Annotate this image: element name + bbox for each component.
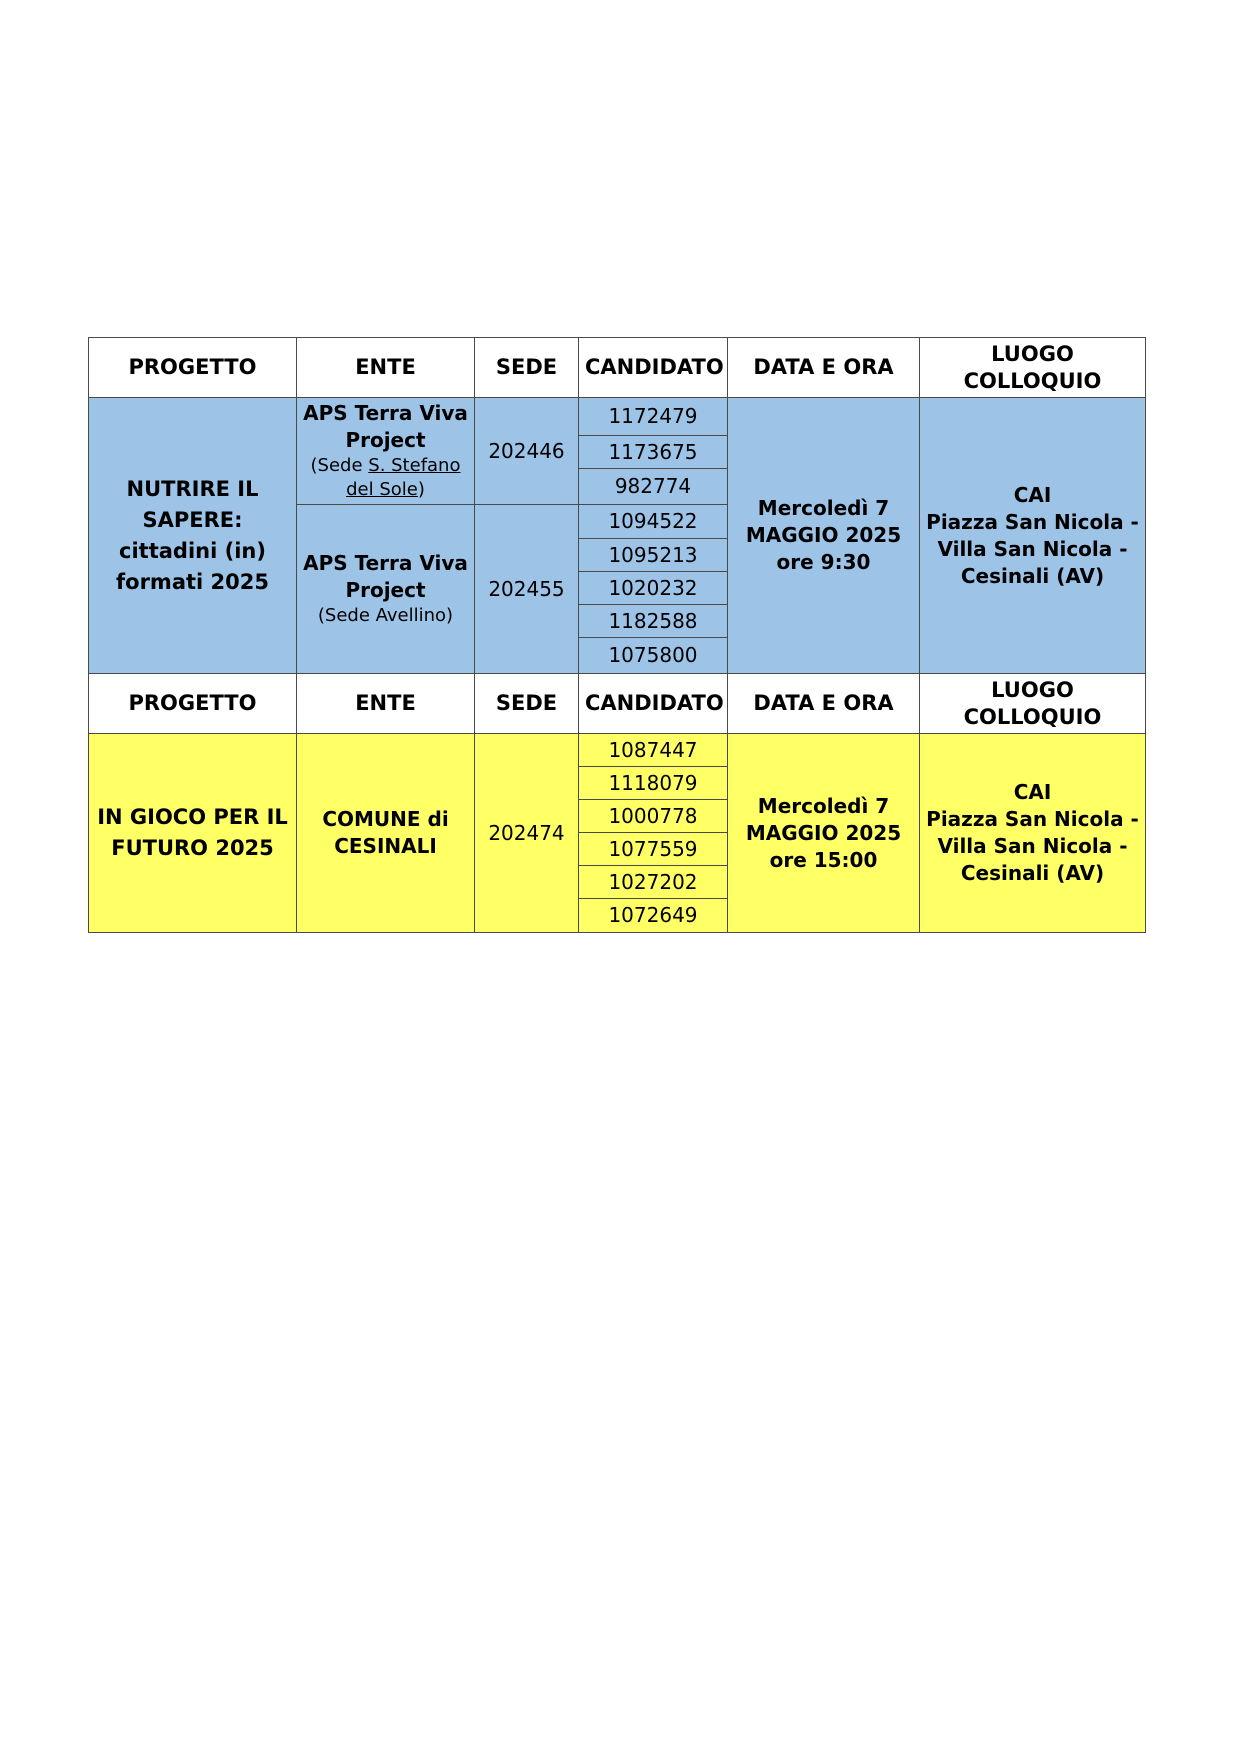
header-luogo: LUOGO COLLOQUIO bbox=[920, 338, 1146, 398]
candidate-cell: 1020232 bbox=[579, 572, 728, 605]
header-sede: SEDE bbox=[475, 338, 579, 398]
candidate-cell: 1182588 bbox=[579, 605, 728, 638]
progetto-cell: NUTRIRE IL SAPERE: cittadini (in) formati 2025 bbox=[89, 398, 297, 674]
ente-name: APS Terra Viva Project bbox=[303, 551, 468, 602]
header-ente: ENTE bbox=[297, 674, 475, 734]
table-row bbox=[89, 734, 1146, 767]
header-data-ora: DATA E ORA bbox=[728, 338, 920, 398]
header-progetto: PROGETTO bbox=[89, 338, 297, 398]
header-row bbox=[89, 674, 1146, 734]
luogo-line: Villa San Nicola - bbox=[937, 536, 1128, 561]
data-line: Mercoledì 7 bbox=[757, 793, 890, 818]
candidate-cell: 1118079 bbox=[579, 767, 728, 800]
ente-name: APS Terra Viva Project bbox=[303, 401, 468, 452]
luogo-line: CAI bbox=[1013, 482, 1052, 507]
header-ente: ENTE bbox=[297, 338, 475, 398]
data-line: MAGGIO 2025 bbox=[745, 523, 902, 547]
candidate-cell: 1000778 bbox=[579, 800, 728, 833]
data-line: Mercoledì 7 bbox=[757, 496, 890, 520]
table-row bbox=[89, 398, 1146, 436]
luogo-cell bbox=[920, 734, 1146, 933]
ente-cell bbox=[297, 398, 475, 505]
ente-note-suffix: ) bbox=[417, 479, 425, 500]
data-ora-cell bbox=[728, 398, 920, 674]
sede-cell: 202474 bbox=[475, 734, 579, 933]
data-ora-cell bbox=[728, 734, 920, 933]
header-sede: SEDE bbox=[475, 674, 579, 734]
luogo-line: Cesinali (AV) bbox=[960, 563, 1105, 588]
candidate-cell: 1094522 bbox=[579, 505, 728, 539]
header-row bbox=[89, 338, 1146, 398]
candidate-cell: 1075800 bbox=[579, 638, 728, 674]
candidate-cell: 1095213 bbox=[579, 539, 728, 572]
ente-note-prefix: (Sede bbox=[310, 455, 369, 476]
sede-cell: 202455 bbox=[475, 505, 579, 674]
luogo-line: Cesinali (AV) bbox=[960, 861, 1105, 885]
ente-cell bbox=[297, 505, 475, 674]
luogo-line: Villa San Nicola - bbox=[937, 834, 1128, 858]
data-line: ore 9:30 bbox=[776, 550, 871, 574]
candidate-cell: 1027202 bbox=[579, 866, 728, 899]
data-line: ore 15:00 bbox=[769, 847, 878, 872]
candidate-cell: 1077559 bbox=[579, 833, 728, 866]
ente-note bbox=[303, 454, 468, 502]
ente-note: (Sede Avellino) bbox=[317, 605, 454, 626]
header-candidato: CANDIDATO bbox=[579, 338, 728, 398]
sede-cell: 202446 bbox=[475, 398, 579, 505]
header-data-ora: DATA E ORA bbox=[728, 674, 920, 734]
ente-note-place: S. Stefano del Sole bbox=[346, 455, 461, 500]
progetto-cell: IN GIOCO PER IL FUTURO 2025 bbox=[89, 734, 297, 933]
candidate-cell: 1172479 bbox=[579, 398, 728, 436]
header-luogo: LUOGO COLLOQUIO bbox=[920, 674, 1146, 734]
luogo-line: CAI bbox=[1013, 780, 1052, 804]
luogo-line: Piazza San Nicola - bbox=[926, 509, 1139, 534]
candidate-cell: 1087447 bbox=[579, 734, 728, 767]
interview-schedule-table bbox=[88, 337, 1146, 933]
header-progetto: PROGETTO bbox=[89, 674, 297, 734]
header-candidato: CANDIDATO bbox=[579, 674, 728, 734]
candidate-cell: 1173675 bbox=[579, 436, 728, 469]
candidate-cell: 982774 bbox=[579, 469, 728, 505]
ente-cell: COMUNE di CESINALI bbox=[297, 734, 475, 933]
luogo-line: Piazza San Nicola - bbox=[926, 807, 1139, 831]
data-line: MAGGIO 2025 bbox=[745, 820, 902, 845]
luogo-cell bbox=[920, 398, 1146, 674]
candidate-cell: 1072649 bbox=[579, 899, 728, 933]
